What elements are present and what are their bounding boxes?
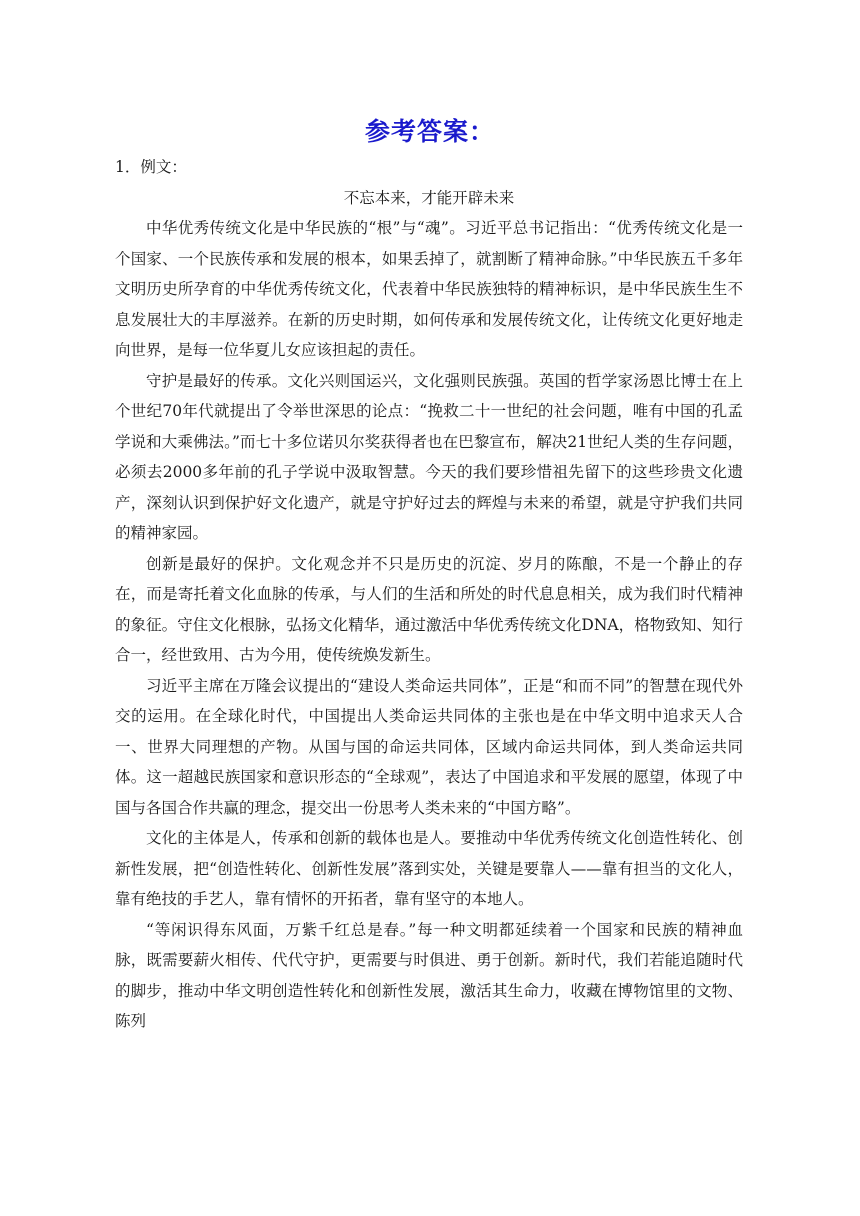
essay-paragraph-3: 创新是最好的保护。文化观念并不只是历史的沉淀、岁月的陈酿，不是一个静止的存在，而是寄托着文化血脉的传承，与人们的生活和所处的时代息息相关，成为我们时代精神的象征。守住文化根脉，弘扬文化精华，通过激活中华优秀传统文化DNA，格物致知、知行合一，经世致用、古为今用，使传统焕发新生。 [115,554,743,664]
essay-paragraph-5: 文化的主体是人，传承和创新的载体也是人。要推动中华优秀传统文化创造性转化、创新性发展，把“创造性转化、创新性发展”落到实处，关键是要靠人——靠有担当的文化人，靠有绝技的手艺人，靠有情怀的开拓者，靠有坚守的本地人。 [115,829,743,908]
essay-paragraph-1: 中华优秀传统文化是中华民族的“根”与“魂”。习近平总书记指出：“优秀传统文化是一个国家、一个民族传承和发展的根本，如果丢掉了，就割断了精神命脉。”中华民族五千多年文明历史所孕育的中华优秀传统文化，代表着中华民族独特的精神标识，是中华民族生生不息发展壮大的丰厚滋养。在新的历史时期，如何传承和发展传统文化，让传统文化更好地走向世界，是每一位华夏儿女应该担起的责任。 [115,219,743,359]
question-label: 1．例文： [115,158,187,176]
essay-paragraph-6: “等闲识得东风面，万紫千红总是春。”每一种文明都延续着一个国家和民族的精神血脉，既需要薪火相传、代代守护，更需要与时俱进、勇于创新。新时代，我们若能追随时代的脚步，推动中华文明创造性转化和创新性发展，激活其生命力，收藏在博物馆里的文物、陈列 [115,920,743,1030]
essay-paragraph-4: 习近平主席在万隆会议提出的“建设人类命运共同体”，正是“和而不同”的智慧在现代外交的运用。在全球化时代，中国提出人类命运共同体的主张也是在中华文明中追求天人合一、世界大同理想的产物。从国与国的命运共同体，区域内命运共同体，到人类命运共同体。这一超越民族国家和意识形态的“全球观”，表达了中国追求和平发展的愿望，体现了中国与各国合作共赢的理念，提交出一份思考人类未来的“中国方略”。 [115,676,743,817]
essay-paragraph-2: 守护是最好的传承。文化兴则国运兴，文化强则民族强。英国的哲学家汤恩比博士在上个世纪70年代就提出了令举世深思的论点：“挽救二十一世纪的社会问题，唯有中国的孔孟学说和大乘佛法。”而七十多位诺贝尔奖获得者也在巴黎宣布，解决21世纪人类的生存问题，必须去2000多年前的孔子学说中汲取智慧。今天的我们要珍惜祖先留下的这些珍贵文化遗产，深刻认识到保护好文化遗产，就是守护好过去的辉煌与未来的希望，就是守护我们共同的精神家园。 [115,371,743,542]
page-title: 参考答案： [364,117,495,146]
essay-title: 不忘本来，才能开辟未来 [343,188,515,207]
answer-body [115,152,743,1037]
